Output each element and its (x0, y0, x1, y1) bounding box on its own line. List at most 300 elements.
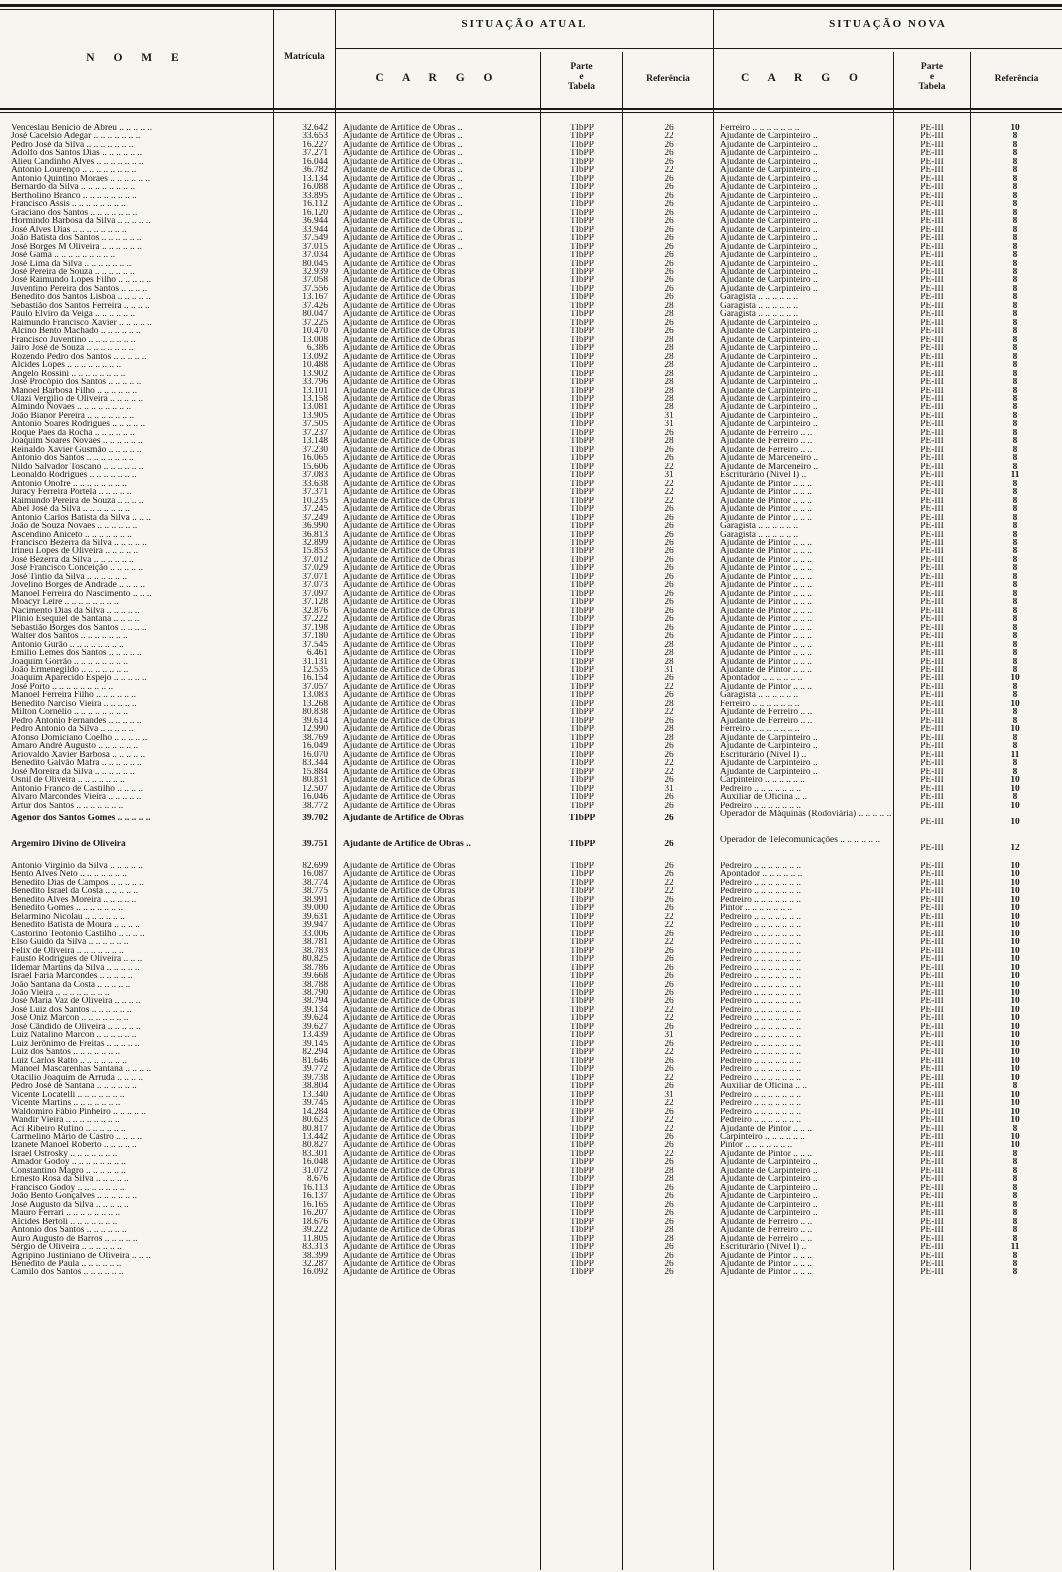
table-row (0, 378, 1062, 386)
table-row (0, 913, 1062, 921)
new-referencia: 8 (1012, 733, 1018, 743)
employee-name: Antonio dos Santos .. .. .. .. .. .. (11, 1226, 127, 1235)
new-cargo: Ajudante de Carpinteiro .. (720, 259, 818, 268)
employee-name: Benedito dos Santos Lisboa .. .. .. .. .. (11, 293, 151, 302)
new-referencia: 10 (1010, 963, 1020, 973)
new-cargo: Pedreiro .. .. .. .. .. .. .. (720, 887, 801, 896)
table-row (0, 870, 1062, 878)
new-parte-tabela: PE-III (920, 301, 944, 311)
new-referencia: 8 (1012, 352, 1018, 362)
current-cargo: Ajudante de Artífice de Obras .. (343, 174, 463, 184)
current-parte-tabela: TIbPP (570, 445, 594, 455)
new-referencia: 8 (1012, 538, 1018, 548)
current-cargo: Ajudante de Artífice de Obras (343, 759, 456, 768)
new-referencia: 8 (1012, 496, 1018, 506)
current-cargo: Ajudante de Artífice de Obras (343, 742, 456, 751)
employee-name: Manoel Ferreira Filho .. .. .. .. .. .. (11, 691, 136, 700)
matricula-value: 82.294 (302, 1048, 328, 1057)
new-parte-tabela: PE-III (920, 1082, 944, 1091)
current-parte-tabela: TIbPP (570, 887, 594, 896)
current-referencia: 28 (664, 395, 674, 404)
employee-name: Antonio Gurão .. .. .. .. .. .. .. .. (11, 640, 124, 650)
current-parte-tabela: TIbPP (570, 929, 594, 939)
matricula-value: 33.796 (302, 378, 328, 387)
new-cargo: Pedreiro .. .. .. .. .. .. .. (720, 912, 801, 922)
employee-name: Elso Guido da Silva .. .. .. .. .. .. (11, 938, 129, 947)
table-row (0, 725, 1062, 733)
current-parte-tabela: TIbPP (570, 1065, 594, 1074)
new-parte-tabela: PE-III (920, 318, 944, 328)
employee-name: João Santana da Costa .. .. .. .. .. (11, 980, 131, 990)
current-parte-tabela: TIbPP (570, 801, 594, 810)
new-referencia: 10 (1010, 1014, 1020, 1023)
matricula-value: 37.198 (302, 623, 328, 633)
current-parte-tabela: TIbPP (570, 149, 594, 158)
new-referencia: 8 (1012, 1192, 1018, 1201)
current-cargo: Ajudante de Artífice de Obras (343, 649, 456, 658)
current-cargo: Ajudante de Artífice de Obras .. (343, 149, 463, 158)
current-referencia: 26 (664, 513, 674, 523)
new-parte-tabela: PE-III (920, 344, 944, 353)
employee-name: José Procópio dos Santos .. .. .. .. .. (11, 378, 142, 387)
matricula-value: 37.556 (302, 284, 328, 294)
employee-name: Pedro José da Silva .. .. .. .. .. .. .. (11, 140, 134, 150)
new-parte-tabela: PE-III (920, 1226, 944, 1235)
matricula-value: 39.145 (302, 1039, 328, 1049)
employee-name: Carmelino Mário de Castro .. .. .. .. (11, 1132, 142, 1142)
new-referencia: 8 (1012, 1251, 1018, 1261)
employee-name: Olazi Vergílio de Oliveira .. .. .. .. .. (11, 395, 143, 404)
current-referencia: 26 (664, 1183, 674, 1193)
current-cargo: Ajudante de Artífice de Obras (343, 1192, 456, 1201)
current-referencia: 22 (664, 488, 674, 497)
current-referencia: 31 (664, 1090, 674, 1100)
current-referencia: 26 (664, 318, 674, 328)
new-parte-tabela: PE-III (920, 1073, 944, 1083)
new-cargo: Ajudante de Carpinteiro .. (720, 759, 818, 768)
new-parte-tabela: PE-III (920, 479, 944, 489)
current-parte-tabela: TIbPP (570, 1217, 594, 1227)
current-cargo: Ajudante de Artífice de Obras (343, 813, 464, 823)
table-row (0, 793, 1062, 801)
header-matricula: Matrícula (284, 52, 325, 62)
current-parte-tabela: TIbPP (570, 437, 594, 446)
employee-name: José Tintio da Silva .. .. .. .. .. .. (11, 572, 127, 582)
current-referencia: 28 (664, 657, 674, 667)
current-cargo: Ajudante de Artífice de Obras (343, 547, 456, 556)
matricula-value: 39.000 (302, 904, 328, 913)
table-row (0, 887, 1062, 895)
table-row (0, 361, 1062, 369)
table-row (0, 124, 1062, 132)
matricula-value: 15.606 (302, 462, 328, 472)
new-referencia: 8 (1012, 1234, 1018, 1244)
current-parte-tabela: TIbPP (570, 547, 594, 556)
current-parte-tabela: TIbPP (570, 1124, 594, 1133)
new-parte-tabela: PE-III (920, 242, 944, 252)
current-parte-tabela: TIbPP (570, 479, 594, 489)
new-cargo: Ajudante de Ferreiro .. .. (720, 1234, 813, 1244)
employee-name: Ascendino Aniceto .. .. .. .. .. .. .. (11, 530, 132, 539)
new-parte-tabela: PE-III (920, 259, 944, 268)
matricula-value: 37.012 (302, 555, 328, 565)
current-parte-tabela: TIbPP (570, 293, 594, 302)
table-row (0, 412, 1062, 420)
current-referencia: 26 (664, 293, 674, 302)
new-parte-tabela: PE-III (920, 1166, 944, 1176)
current-cargo: Ajudante de Artífice de Obras .. (343, 140, 463, 150)
current-parte-tabela: TIbPP (570, 750, 594, 760)
table-row (0, 708, 1062, 716)
matricula-value: 39.631 (302, 912, 328, 922)
current-cargo: Ajudante de Artífice de Obras (343, 267, 456, 277)
new-referencia: 8 (1012, 530, 1018, 539)
new-cargo: Garagista .. .. .. .. .. .. (720, 310, 799, 319)
current-parte-tabela: TIbPP (570, 1200, 594, 1210)
matricula-value: 83.313 (302, 1243, 328, 1252)
new-parte-tabela: PE-III (920, 1005, 944, 1015)
header-tabela-label: Tabela (918, 82, 946, 92)
employee-name: Rozendo Pedro dos Santos .. .. .. .. .. (11, 352, 147, 362)
new-referencia: 8 (1012, 395, 1018, 404)
matricula-value: 13.092 (302, 352, 328, 362)
current-cargo: Ajudante de Artífice de Obras .. (343, 208, 463, 218)
table-row (0, 573, 1062, 581)
matricula-value: 38.790 (302, 989, 328, 998)
new-parte-tabela: PE-III (920, 327, 944, 336)
employee-name: Paulo Elviro da Veiga .. .. .. .. .. .. (11, 310, 136, 319)
new-parte-tabela: PE-III (920, 801, 944, 810)
new-cargo: Carpinteiro .. .. .. .. .. .. (720, 776, 805, 785)
new-referencia: 8 (1012, 378, 1018, 387)
matricula-value: 83.344 (302, 759, 328, 768)
matricula-value: 12.535 (302, 666, 328, 675)
new-referencia: 12 (1010, 843, 1020, 853)
new-cargo: Apontador .. .. .. .. .. .. (720, 674, 803, 683)
new-referencia: 8 (1012, 454, 1018, 463)
table-row (0, 293, 1062, 301)
new-cargo: Ajudante de Carpinteiro .. (720, 1175, 818, 1184)
new-cargo: Ajudante de Carpinteiro .. (720, 327, 818, 336)
current-parte-tabela: TIbPP (570, 640, 594, 650)
employee-name: Joaquim Aparecido Espejo .. .. .. .. .. (11, 674, 147, 683)
new-referencia: 10 (1010, 1065, 1020, 1074)
current-cargo: Ajudante de Artífice de Obras (343, 259, 456, 268)
current-parte-tabela: TIbPP (570, 310, 594, 319)
matricula-value: 13.101 (302, 386, 328, 396)
table-row (0, 514, 1062, 522)
table-row (0, 488, 1062, 496)
new-cargo: Ajudante de Pintor .. .. .. (720, 1260, 812, 1269)
current-parte-tabela: TIbPP (570, 428, 594, 438)
employee-name: Israel Ostrosky .. .. .. .. .. .. .. (11, 1149, 118, 1159)
current-referencia: 26 (664, 1065, 674, 1074)
current-referencia: 26 (664, 742, 674, 751)
employee-name: Raimundo Pereira de Souza .. .. .. .. (11, 496, 144, 506)
current-referencia: 31 (664, 784, 674, 794)
new-parte-tabela: PE-III (920, 843, 944, 853)
new-cargo: Ajudante de Pintor .. .. .. (720, 682, 812, 692)
current-parte-tabela: TIbPP (570, 649, 594, 658)
current-cargo: Ajudante de Artífice de Obras (343, 318, 456, 328)
current-referencia: 26 (664, 801, 674, 810)
new-referencia: 10 (1010, 1031, 1020, 1040)
current-parte-tabela: TIbPP (570, 327, 594, 336)
new-referencia: 8 (1012, 411, 1018, 421)
new-parte-tabela: PE-III (920, 623, 944, 633)
new-cargo: Ajudante de Pintor .. .. .. (720, 496, 812, 506)
new-referencia: 8 (1012, 191, 1018, 201)
current-cargo: Ajudante de Artífice de Obras (343, 1251, 456, 1261)
table-row (0, 226, 1062, 234)
new-referencia: 8 (1012, 1183, 1018, 1193)
new-parte-tabela: PE-III (920, 1268, 944, 1277)
current-parte-tabela: TIbPP (570, 657, 594, 667)
new-parte-tabela: PE-III (920, 564, 944, 573)
new-parte-tabela: PE-III (920, 445, 944, 455)
new-cargo: Pedreiro .. .. .. .. .. .. .. (720, 1090, 801, 1100)
current-referencia: 26 (664, 623, 674, 633)
new-parte-tabela: PE-III (920, 1234, 944, 1244)
new-referencia: 8 (1012, 1200, 1018, 1210)
new-parte-tabela: PE-III (920, 361, 944, 370)
table-row (0, 1065, 1062, 1073)
employee-name: José Bezerra da Silva .. .. .. .. .. .. (11, 555, 134, 565)
new-referencia: 8 (1012, 445, 1018, 455)
current-cargo: Ajudante de Artífice de Obras .. (343, 183, 463, 192)
current-cargo: Ajudante de Artífice de Obras .. (343, 166, 463, 175)
current-cargo: Ajudante de Artífice de Obras (343, 1200, 456, 1210)
new-cargo: Ajudante de Carpinteiro .. (720, 200, 818, 209)
current-parte-tabela: TIbPP (570, 946, 594, 956)
employee-name: Alieu Candinho Alves .. .. .. .. .. .. .. (11, 157, 144, 167)
employee-name: Wandir Vieira .. .. .. .. .. .. .. .. (11, 1116, 120, 1125)
current-parte-tabela: TIbPP (570, 861, 594, 871)
current-cargo: Ajudante de Artífice de Obras (343, 946, 456, 956)
employee-name: José Alves Dias .. .. .. .. .. .. .. .. (11, 225, 127, 235)
new-referencia: 8 (1012, 149, 1018, 158)
new-cargo: Ajudante de Pintor .. .. .. (720, 666, 812, 675)
current-cargo: Ajudante de Artífice de Obras (343, 581, 456, 590)
matricula-value: 38.781 (302, 938, 328, 947)
new-referencia: 10 (1010, 674, 1020, 683)
new-referencia: 10 (1010, 1099, 1020, 1108)
matricula-value: 12.507 (302, 784, 328, 794)
employee-name: Adolfo dos Santos Dias .. .. .. .. .. .. (11, 149, 142, 158)
new-referencia: 8 (1012, 657, 1018, 667)
new-referencia: 8 (1012, 344, 1018, 353)
new-referencia: 8 (1012, 522, 1018, 531)
matricula-value: 39.624 (302, 1014, 328, 1023)
new-referencia: 11 (1010, 471, 1020, 480)
current-referencia: 26 (664, 276, 674, 285)
current-parte-tabela: TIbPP (570, 623, 594, 633)
new-cargo: Ajudante de Carpinteiro .. (720, 369, 818, 379)
new-cargo: Ajudante de Carpinteiro .. (720, 166, 818, 175)
current-parte-tabela: TIbPP (570, 1166, 594, 1176)
current-referencia: 22 (664, 462, 674, 472)
new-referencia: 10 (1010, 938, 1020, 947)
current-cargo: Ajudante de Artífice de Obras (343, 522, 456, 531)
current-cargo: Ajudante de Artífice de Obras (343, 1039, 456, 1049)
new-parte-tabela: PE-III (920, 208, 944, 218)
employee-name: Manoel Mascarenhas Santana .. .. .. .. (11, 1065, 152, 1074)
table-row (0, 429, 1062, 437)
current-parte-tabela: TIbPP (570, 454, 594, 463)
current-parte-tabela: TIbPP (570, 1056, 594, 1066)
employee-name: Afonso Domiciano Coelho .. .. .. .. .. (11, 733, 148, 743)
new-parte-tabela: PE-III (920, 955, 944, 964)
matricula-value: 39.614 (302, 716, 328, 726)
new-cargo: Ajudante de Carpinteiro .. (720, 395, 818, 404)
current-cargo: Ajudante de Artífice de Obras (343, 564, 456, 573)
current-cargo: Ajudante de Artífice de Obras (343, 861, 456, 871)
new-referencia: 8 (1012, 1260, 1018, 1269)
current-referencia: 28 (664, 699, 674, 709)
matricula-value: 37.071 (302, 572, 328, 582)
employee-name: Manoel Ferreira do Nascimento .. .. .. (11, 589, 152, 599)
current-parte-tabela: TIbPP (570, 403, 594, 412)
new-cargo: Ajudante de Carpinteiro .. (720, 733, 818, 743)
table-row (0, 192, 1062, 200)
current-cargo: Ajudante de Artífice de Obras (343, 1209, 456, 1218)
employee-name: João Ermenegildo .. .. .. .. .. .. .. (11, 666, 129, 675)
employee-name: Bertholino Branco .. .. .. .. .. .. .. .. (11, 191, 137, 201)
current-cargo: Ajudante de Artífice de Obras (343, 403, 456, 412)
new-cargo: Pedreiro .. .. .. .. .. .. .. (720, 1022, 801, 1032)
current-cargo: Ajudante de Artífice de Obras .. (343, 225, 463, 235)
new-referencia: 8 (1012, 132, 1018, 141)
matricula-value: 37.426 (302, 301, 328, 311)
matricula-value: 13.439 (302, 1031, 328, 1040)
new-cargo: Pedreiro .. .. .. .. .. .. .. (720, 1048, 801, 1057)
new-cargo: Pintor .. .. .. .. .. .. .. (720, 1141, 793, 1150)
table-row (0, 1125, 1062, 1133)
table-row (0, 149, 1062, 157)
new-cargo: Garagista .. .. .. .. .. .. (720, 530, 799, 539)
current-referencia: 28 (664, 437, 674, 446)
matricula-value: 80.831 (302, 776, 328, 785)
header-bottom-rule-thin (0, 112, 1062, 113)
current-parte-tabela: TIbPP (570, 1107, 594, 1117)
new-parte-tabela: PE-III (920, 887, 944, 896)
new-referencia: 10 (1010, 1141, 1020, 1150)
new-parte-tabela: PE-III (920, 606, 944, 616)
table-row (0, 904, 1062, 912)
new-parte-tabela: PE-III (920, 691, 944, 700)
table-row (0, 564, 1062, 572)
employee-name: Auro Augusto de Barros .. .. .. .. .. (11, 1234, 138, 1244)
current-cargo: Ajudante de Artífice de Obras (343, 513, 456, 523)
table-row (0, 981, 1062, 989)
new-referencia: 10 (1010, 878, 1020, 888)
table-row (0, 955, 1062, 963)
new-referencia: 8 (1012, 1166, 1018, 1176)
current-cargo: Ajudante de Artífice de Obras .. (343, 124, 463, 133)
table-row (0, 141, 1062, 149)
matricula-value: 13.081 (302, 403, 328, 412)
new-parte-tabela: PE-III (920, 513, 944, 523)
matricula-value: 11.805 (302, 1234, 328, 1244)
current-referencia: 28 (664, 640, 674, 650)
current-parte-tabela: TIbPP (570, 904, 594, 913)
new-referencia: 8 (1012, 488, 1018, 497)
employee-name: Raimundo Francisco Xavier .. .. .. .. .. (11, 318, 152, 328)
table-row (0, 243, 1062, 251)
new-parte-tabela: PE-III (920, 1251, 944, 1261)
new-cargo: Ajudante de Ferreiro .. .. (720, 716, 813, 726)
current-referencia: 22 (664, 1124, 674, 1133)
employee-name: João Vieira .. .. .. .. .. .. .. .. (11, 989, 110, 998)
table-row (0, 1014, 1062, 1022)
current-cargo: Ajudante de Artífice de Obras .. (343, 157, 463, 167)
current-cargo: Ajudante de Artífice de Obras (343, 1175, 456, 1184)
current-parte-tabela: TIbPP (570, 564, 594, 573)
current-cargo: Ajudante de Artífice de Obras (343, 301, 456, 311)
employee-name: José Lima da Silva .. .. .. .. .. .. .. (11, 259, 132, 268)
matricula-value: 13.134 (302, 174, 328, 184)
new-cargo: Ajudante de Pintor .. .. .. (720, 479, 812, 489)
matricula-value: 37.237 (302, 428, 328, 438)
matricula-value: 16.070 (302, 750, 328, 760)
matricula-value: 16.120 (302, 208, 328, 218)
employee-name: Plínio Esequiel de Santana .. .. .. .. (11, 615, 140, 624)
new-referencia: 10 (1010, 1039, 1020, 1049)
current-parte-tabela: TIbPP (570, 208, 594, 218)
new-cargo: Ferreiro .. .. .. .. .. .. .. (720, 124, 800, 133)
new-parte-tabela: PE-III (920, 1099, 944, 1108)
current-parte-tabela: TIbPP (570, 157, 594, 167)
current-parte-tabela: TIbPP (570, 191, 594, 201)
current-cargo: Ajudante de Artífice de Obras (343, 1141, 456, 1150)
current-referencia: 26 (664, 327, 674, 336)
new-cargo: Ajudante de Carpinteiro .. (720, 1200, 818, 1210)
current-parte-tabela: TIbPP (570, 267, 594, 277)
matricula-value: 13.902 (302, 369, 328, 379)
employee-name: Joaquim Gorrão .. .. .. .. .. .. .. .. (11, 657, 128, 667)
current-cargo: Ajudante de Artífice de Obras (343, 980, 456, 990)
new-parte-tabela: PE-III (920, 1192, 944, 1201)
new-parte-tabela: PE-III (920, 310, 944, 319)
header-e-label: e (929, 72, 935, 82)
current-cargo: Ajudante de Artífice de Obras (343, 369, 456, 379)
new-referencia: 10 (1010, 989, 1020, 998)
current-referencia: 26 (664, 716, 674, 726)
table-row (0, 1252, 1062, 1260)
employee-name: Irineu Lopes de Oliveira .. .. .. .. .. (11, 547, 139, 556)
new-referencia: 8 (1012, 217, 1018, 226)
current-referencia: 26 (664, 1022, 674, 1032)
table-row (0, 463, 1062, 471)
table-row (0, 276, 1062, 284)
new-referencia: 8 (1012, 225, 1018, 235)
new-cargo: Pedreiro .. .. .. .. .. .. .. (720, 801, 801, 810)
matricula-value: 14.284 (302, 1107, 328, 1117)
new-parte-tabela: PE-III (920, 793, 944, 802)
current-parte-tabela: TIbPP (570, 124, 594, 133)
employee-name: Antonio Quintino Moraes .. .. .. .. .. .. (11, 174, 151, 184)
employee-name: Luiz Natalino Marcon .. .. .. .. .. .. (11, 1031, 137, 1040)
new-cargo: Ajudante de Marceneiro .. (720, 462, 819, 472)
current-referencia: 26 (664, 242, 674, 252)
employee-name: Nacimento Dias da Silva .. .. .. .. .. (11, 606, 140, 616)
table-row (0, 1184, 1062, 1192)
new-parte-tabela: PE-III (920, 522, 944, 531)
table-row (0, 132, 1062, 140)
current-referencia: 26 (664, 632, 674, 641)
matricula-value: 80.623 (302, 1116, 328, 1125)
matricula-value: 80.045 (302, 259, 328, 268)
